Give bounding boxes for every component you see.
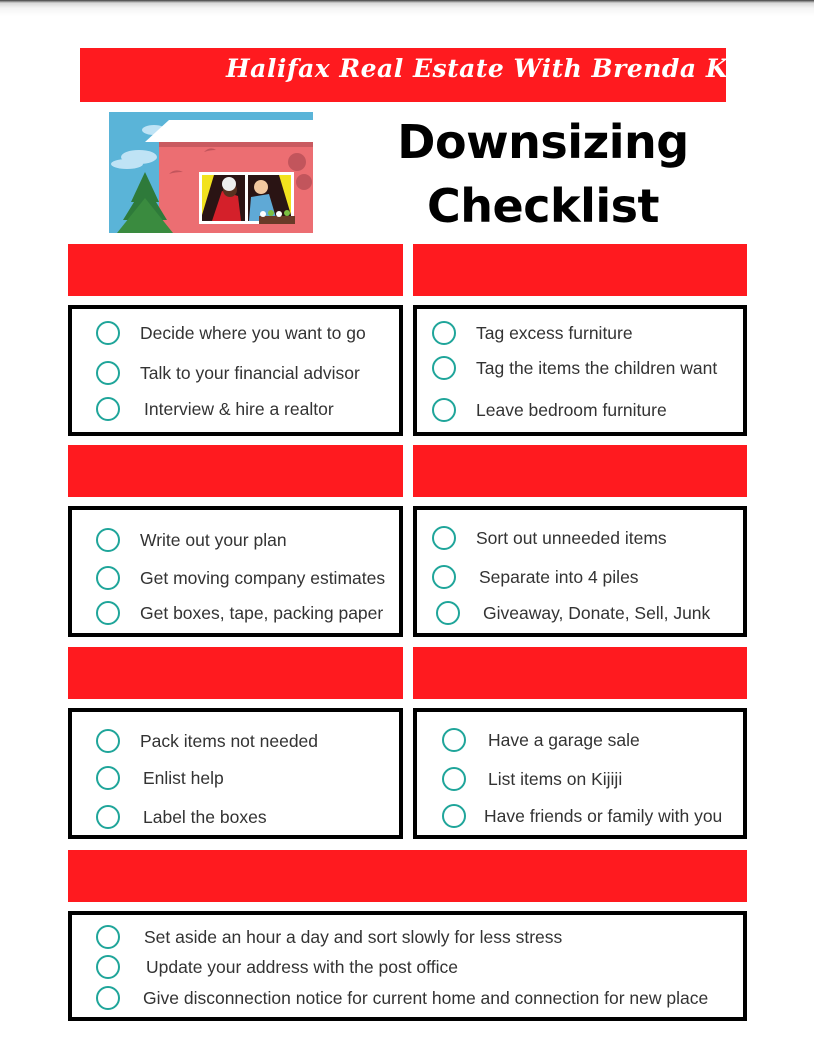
checkbox-circle-icon[interactable] <box>96 321 120 345</box>
item-label: Label the boxes <box>143 806 267 827</box>
item-label: List items on Kijiji <box>488 768 623 789</box>
checklist-item[interactable] <box>96 359 360 387</box>
section-7-checklist <box>68 911 747 1021</box>
item-label: Interview & hire a realtor <box>144 398 334 419</box>
section-3-checklist <box>68 506 403 637</box>
checkbox-circle-icon[interactable] <box>432 321 456 345</box>
item-label: Tag the items the children want <box>476 357 718 378</box>
section-4-header <box>413 445 747 497</box>
item-label: Have friends or family with you <box>484 805 723 826</box>
item-label: Tag excess furniture <box>476 322 633 343</box>
item-label: Update your address with the post office <box>146 956 458 977</box>
checklist-item[interactable] <box>96 564 385 592</box>
checklist-item[interactable] <box>442 802 722 830</box>
checkbox-circle-icon[interactable] <box>96 729 120 753</box>
checklist-item[interactable] <box>432 319 633 347</box>
section-2-header <box>413 244 747 296</box>
checkbox-circle-icon[interactable] <box>96 986 120 1010</box>
checkbox-circle-icon[interactable] <box>96 925 120 949</box>
checkbox-circle-icon[interactable] <box>432 398 456 422</box>
checkbox-circle-icon[interactable] <box>96 766 120 790</box>
item-label: Write out your plan <box>140 529 287 550</box>
checkbox-circle-icon[interactable] <box>96 361 120 385</box>
item-label: Get boxes, tape, packing paper <box>140 602 384 623</box>
checkbox-circle-icon[interactable] <box>96 566 120 590</box>
checklist-item[interactable] <box>96 764 224 792</box>
section-1-checklist <box>68 305 403 436</box>
checklist-item[interactable] <box>96 953 458 981</box>
item-label: Give disconnection notice for current home and connection for new place <box>143 987 709 1008</box>
checklist-item[interactable] <box>442 726 640 754</box>
checklist-item[interactable] <box>432 354 717 382</box>
banner-title: Halifax Real Estate With Brenda K <box>226 54 729 83</box>
checkbox-circle-icon[interactable] <box>432 565 456 589</box>
checkbox-circle-icon[interactable] <box>432 526 456 550</box>
checklist-item[interactable] <box>96 395 334 423</box>
item-label: Enlist help <box>143 767 224 788</box>
checklist-item[interactable] <box>442 765 622 793</box>
page-title <box>380 110 706 238</box>
checkbox-circle-icon[interactable] <box>436 601 460 625</box>
section-7-header <box>68 850 747 902</box>
checkbox-circle-icon[interactable] <box>432 356 456 380</box>
item-label: Sort out unneeded items <box>476 527 667 548</box>
checklist-item[interactable] <box>96 727 318 755</box>
section-4-checklist <box>413 506 747 637</box>
checkbox-circle-icon[interactable] <box>442 804 466 828</box>
checklist-item[interactable] <box>96 803 267 831</box>
checklist-item[interactable] <box>432 563 639 591</box>
item-label: Set aside an hour a day and sort slowly for less stress <box>144 926 563 947</box>
checklist-item[interactable] <box>96 599 383 627</box>
checkbox-circle-icon[interactable] <box>96 805 120 829</box>
item-label: Get moving company estimates <box>140 567 386 588</box>
checklist-item[interactable] <box>96 526 287 554</box>
section-5-header <box>68 647 403 699</box>
section-2-checklist <box>413 305 747 436</box>
checkbox-circle-icon[interactable] <box>96 955 120 979</box>
checklist-item[interactable] <box>432 396 667 424</box>
section-3-header <box>68 445 403 497</box>
item-label: Talk to your financial advisor <box>140 362 360 383</box>
title-line-1: Downsizing <box>397 115 689 169</box>
section-5-checklist <box>68 708 403 839</box>
section-1-header <box>68 244 403 296</box>
header-banner <box>80 48 729 102</box>
checkbox-circle-icon[interactable] <box>96 397 120 421</box>
checkbox-circle-icon[interactable] <box>442 728 466 752</box>
item-label: Separate into 4 piles <box>479 566 639 587</box>
item-label: Decide where you want to go <box>140 322 366 343</box>
checklist-item[interactable] <box>432 524 667 552</box>
hero-illustration-icon <box>109 112 313 233</box>
item-label: Pack items not needed <box>140 730 319 751</box>
checkbox-circle-icon[interactable] <box>96 528 120 552</box>
checklist-item[interactable] <box>96 984 708 1012</box>
checkbox-circle-icon[interactable] <box>442 767 466 791</box>
checkbox-circle-icon[interactable] <box>96 601 120 625</box>
section-6-header <box>413 647 747 699</box>
checklist-item[interactable] <box>96 923 562 951</box>
checklist-item[interactable] <box>96 319 366 347</box>
checklist-item[interactable] <box>436 599 710 627</box>
item-label: Leave bedroom furniture <box>476 399 667 420</box>
item-label: Giveaway, Donate, Sell, Junk <box>483 602 711 623</box>
section-6-checklist <box>413 708 747 839</box>
item-label: Have a garage sale <box>488 729 640 750</box>
window-top-edge <box>0 0 814 16</box>
title-line-2: Checklist <box>427 179 659 233</box>
